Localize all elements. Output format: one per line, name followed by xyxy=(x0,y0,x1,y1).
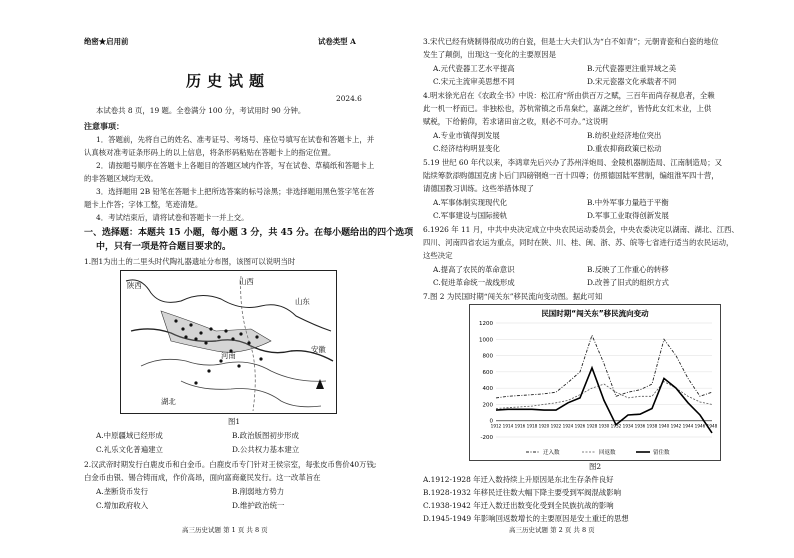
page-footer: 高三历史试题 第 1 页 共 8 页 xyxy=(182,526,268,534)
y-tick-label: 600 xyxy=(482,369,493,376)
y-tick-label: 200 xyxy=(482,402,493,409)
map-drawing xyxy=(121,271,336,413)
figure-1-map xyxy=(120,270,337,414)
legend-label: 回返数 xyxy=(599,450,616,456)
series-line-1 xyxy=(496,335,712,398)
figure-2-caption: 图2 xyxy=(589,462,602,471)
map-label-shanxi: 山西 xyxy=(239,277,254,286)
x-tick-label: 1938 xyxy=(646,423,658,429)
question-5-stem-cont: 请德国教习训练。这些举措体现了 xyxy=(423,184,534,193)
q2-option-c: C.增加政府收入 xyxy=(96,501,149,510)
question-2-stem-cont: 白金币由银、锡合铸而成，作价高昂，面向富商豪民发行。这一改革旨在 xyxy=(84,473,321,482)
question-3-stem-cont: 发生了颠倒，出现这一变化的主要原因是 xyxy=(423,50,557,59)
paper-type-label: 试卷类型 A xyxy=(318,37,356,46)
x-tick-label: 1946 xyxy=(694,423,706,429)
page-footer: 高三历史试题 第 2 页 共 8 页 xyxy=(509,526,595,534)
legend-label: 留住数 xyxy=(653,450,670,456)
x-tick-label: 1934 xyxy=(622,423,634,429)
q1-option-d: D.公共权力基本建立 xyxy=(232,445,300,454)
q5-option-b: B.中外军事力量趋于平衡 xyxy=(587,198,669,207)
q1-option-c: C.礼乐文化普遍建立 xyxy=(96,445,163,454)
site-cluster xyxy=(161,311,271,352)
map-label-shandong: 山东 xyxy=(295,297,310,306)
q7-option-a: A.1912-1928 年迁入数持续上升原因是东北生存条件良好 xyxy=(423,475,614,484)
chart-title: 民国时期“闯关东”移民流向变动 xyxy=(541,309,649,318)
exam-date: 2024.6 xyxy=(336,94,362,103)
q4-option-b: B.纺织业经济地位突出 xyxy=(587,131,662,140)
q7-option-c: C.1938-1942 年迁入数迁出数变化受到全民族抗战的影响 xyxy=(423,501,614,510)
notice-line: 2．请按题号顺序在答题卡上各题目的答题区域内作答，写在试卷、草稿纸和答题卡上 xyxy=(96,161,375,170)
question-5-stem-cont: 陆续筹款添购德国克虏卜后门四磅钢炮一百十四尊；仿照德国陆军营制，编组淮军四十营， xyxy=(423,171,719,180)
q5-option-c: C.军事建设与国际接轨 xyxy=(433,211,508,220)
question-4-stem: 4.明末徐光启在《农政全书》中说：松江府“所由供百万之赋，三百年而尚存视息者，全赖 xyxy=(423,91,715,100)
page-title: 历史试题 xyxy=(186,72,271,90)
q4-option-c: C.经济结构明显变化 xyxy=(433,144,500,153)
x-tick-label: 1930 xyxy=(598,423,610,429)
q6-option-b: B.反映了工作重心的转移 xyxy=(587,265,669,274)
notice-line: 1．答题前，先将自己的姓名、准考证号、考场号、座位号填写在试卷和答题卡上，并 xyxy=(96,135,375,144)
q2-option-a: A.垄断货币发行 xyxy=(96,487,149,496)
x-tick-label: 1936 xyxy=(634,423,646,429)
x-tick-label: 1928 xyxy=(586,423,598,429)
q3-option-d: D.宋元瓷器文化承载者不同 xyxy=(587,77,677,86)
question-5-stem: 5.19 世纪 60 年代以来，李鸿章先后兴办了苏州洋炮局、金陵机器制造局、江南制造局；又 xyxy=(423,158,722,167)
exam-intro: 本试卷共 8 页，19 题。全卷满分 100 分，考试用时 90 分钟。 xyxy=(96,106,306,115)
q3-option-b: B.元代瓷器更注重异域之美 xyxy=(587,64,677,73)
q4-option-a: A.专业市镇得到发展 xyxy=(433,131,500,140)
q1-option-a: A.中原疆域已经形成 xyxy=(96,431,163,440)
right-page xyxy=(397,0,794,558)
y-tick-label: -200 xyxy=(480,435,493,441)
q5-option-d: D.军事工业取得创新发展 xyxy=(587,211,669,220)
section-heading-cont: 中，只有一项是符合题目要求的。 xyxy=(96,242,232,252)
map-label-henan: 河南 xyxy=(221,351,236,360)
q2-option-d: D.维护政治统一 xyxy=(232,501,285,510)
y-tick-label: 1000 xyxy=(479,337,493,344)
chart-svg xyxy=(470,305,720,460)
x-tick-label: 1922 xyxy=(550,423,562,429)
q3-option-c: C.宋元主流审美思想不同 xyxy=(433,77,515,86)
question-1-stem: 1.图1为出土的二里头时代陶礼器遗址分布图，该图可以说明当时 xyxy=(84,257,296,266)
province-boundary xyxy=(181,381,321,407)
q6-option-a: A.提高了农民的革命意识 xyxy=(433,265,515,274)
q4-option-d: D.重农抑商政策已松动 xyxy=(587,144,662,153)
question-4-stem-cont: 赋税，下给俯仰，若求诸田亩之收，则必不可办。”这说明 xyxy=(423,117,608,126)
q7-option-d: D.1945-1949 年影响回返数增长的主要原因是安土重迁的思想 xyxy=(423,514,629,523)
y-tick-label: 0 xyxy=(489,418,493,425)
notice-line: 题卡上作答；字体工整，笔迹清楚。 xyxy=(84,200,203,209)
question-6-stem-cont: 这些决定 xyxy=(423,251,453,260)
notice-title: 注意事项： xyxy=(84,121,124,131)
figure-1-caption: 图1 xyxy=(228,417,241,426)
chart-series xyxy=(496,335,712,433)
q5-option-a: A.军事体制实现现代化 xyxy=(433,198,508,207)
q7-option-b: B.1928-1932 年移民迁往数大幅下降主要受到军阀混战影响 xyxy=(423,488,622,497)
chart-legend xyxy=(526,448,670,456)
map-label-anhui: 安徽 xyxy=(311,345,326,354)
question-6-stem-cont: 四川、河南四省农运为重点，同时在陕、川、桂、闽、浙、苏、皖等七省进行适当的农民运动， xyxy=(423,238,734,247)
x-tick-label: 1912 xyxy=(490,423,502,429)
question-7-stem: 7.图 2 为民国时期“闯关东”移民流向变动图。据此可知 xyxy=(423,292,603,301)
x-tick-label: 1948 xyxy=(706,423,718,429)
notice-line: 认真核对准考证条形码上的以上信息，将条形码粘贴在答题卡上的指定位置。 xyxy=(84,148,336,157)
x-tick-label: 1918 xyxy=(526,423,538,429)
province-boundary xyxy=(141,359,326,381)
confidential-label: 绝密★启用前 xyxy=(84,37,129,46)
x-axis-ticks xyxy=(491,424,718,429)
chart-grid xyxy=(496,323,712,437)
x-tick-label: 1924 xyxy=(562,423,574,429)
notice-line: 的非答题区域均无效。 xyxy=(84,174,158,183)
x-tick-label: 1944 xyxy=(682,423,694,429)
question-3-stem: 3.宋代已经有烧制得很成功的白瓷，但是士大夫们认为“白不如青”；元朝青瓷和白瓷的地位 xyxy=(423,37,719,46)
north-arrow xyxy=(316,379,324,389)
question-4-stem-cont: 此一机一杼而已。非独松也，苏杭常镇之币帛枲纻，嘉湖之丝纩，皆恃此女红末业，上供 xyxy=(423,104,712,113)
q3-option-a: A.元代瓷器工艺水平提高 xyxy=(433,64,515,73)
notice-line: 3．选择题用 2B 铅笔在答题卡上把所选答案的标号涂黑；非选择题用黑色签字笔在答 xyxy=(96,187,375,196)
legend-label: 迁入数 xyxy=(543,450,560,456)
q6-option-d: D.改善了旧式的组织方式 xyxy=(587,278,669,287)
map-label-hubei: 湖北 xyxy=(161,397,176,406)
y-tick-label: 1200 xyxy=(479,321,493,327)
y-tick-label: 800 xyxy=(482,353,493,360)
y-tick-label: 400 xyxy=(482,386,493,393)
q1-option-b: B.政治版图初步形成 xyxy=(232,431,299,440)
question-2-stem: 2.汉武帝时期发行白鹿皮币和白金币。白鹿皮币专门针对王侯宗室，每张皮币售价40万钱; xyxy=(84,460,377,469)
x-tick-label: 1920 xyxy=(538,423,550,429)
x-tick-label: 1916 xyxy=(514,423,526,429)
section-heading: 一、选择题：本题共 15 小题，每小题 3 分，共 45 分。在每小题给出的四个选项 xyxy=(84,228,414,238)
x-tick-label: 1942 xyxy=(670,423,682,429)
q2-option-b: B.削弱地方势力 xyxy=(232,487,285,496)
notice-line: 4．考试结束后，请将试卷和答题卡一并上交。 xyxy=(96,213,249,222)
x-tick-label: 1914 xyxy=(502,423,514,429)
map-label-shaanxi: 陕西 xyxy=(127,281,142,290)
x-tick-label: 1940 xyxy=(658,423,670,429)
x-tick-label: 1932 xyxy=(610,423,622,429)
x-tick-label: 1926 xyxy=(574,423,586,429)
figure-2-chart xyxy=(469,304,721,461)
q6-option-c: C.促进革命统一战线形成 xyxy=(433,278,515,287)
question-6-stem: 6.1926 年 11 月，中共中央决定成立中央农民运动委员会，中央农委决定以湖南、湖北、江西、 xyxy=(423,225,739,234)
